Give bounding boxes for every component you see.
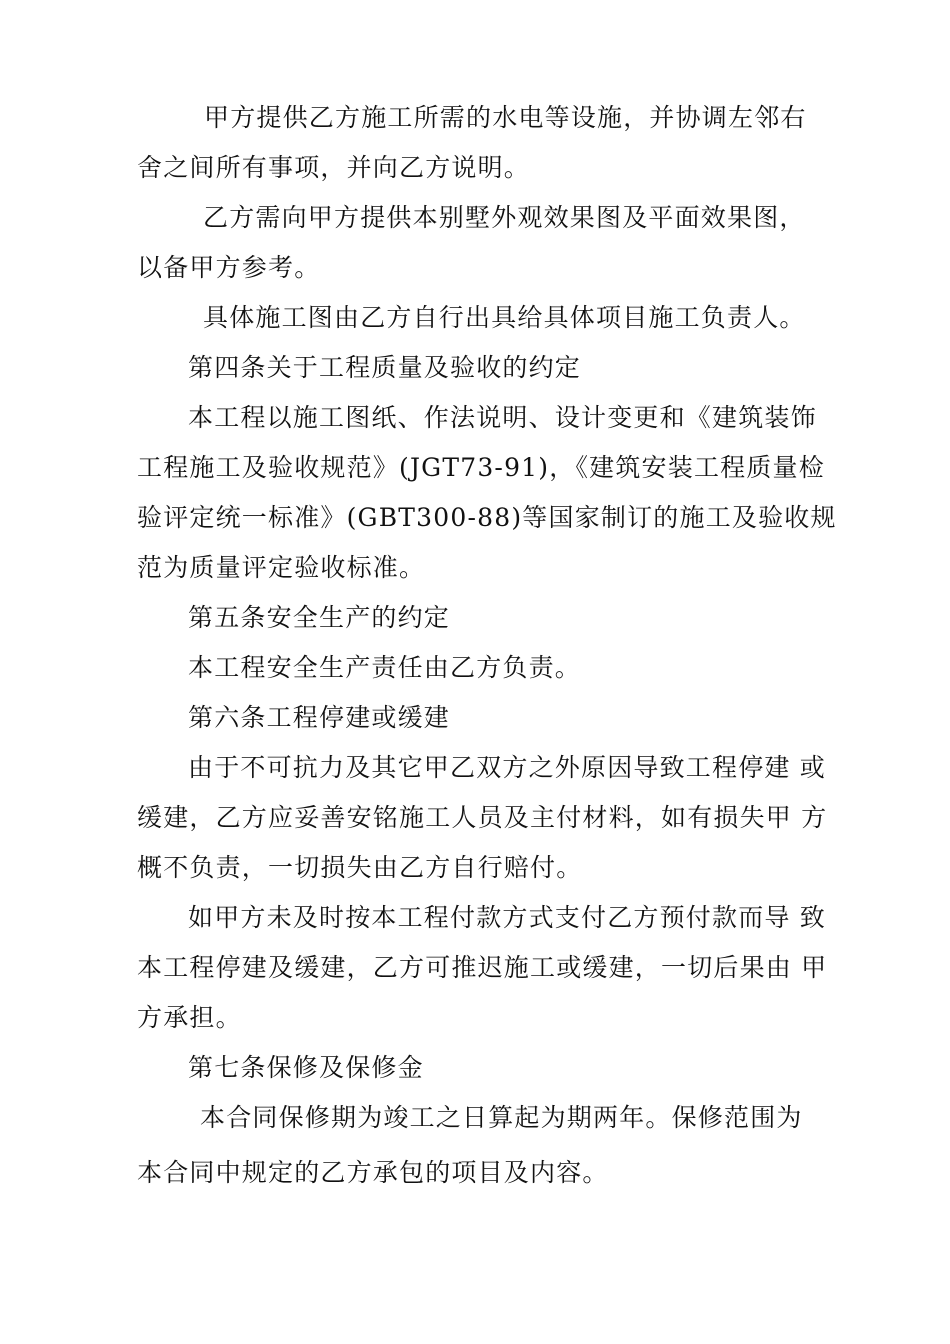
paragraph-line: 本合同保修期为竣工之日算起为期两年。保修范围为 [200, 1103, 803, 1132]
paragraph-line: 概不负责，一切损失由乙方自行赔付。 [137, 853, 583, 882]
paragraph-line: 具体施工图由乙方自行出具给具体项目施工负责人。 [203, 303, 806, 332]
paragraph-line: 甲方提供乙方施工所需的水电等设施，并协调左邻右 [204, 103, 807, 132]
paragraph-line: 缓建，乙方应妥善安铭施工人员及主付材料，如有损失甲 方 [137, 803, 828, 832]
paragraph-line: 本工程停建及缓建，乙方可推迟施工或缓建，一切后果由 甲 [137, 953, 828, 982]
paragraph-line: 验评定统一标准》(GBT300-88)等国家制订的施工及验收规 [137, 503, 837, 532]
paragraph-line: 方承担。 [137, 1003, 242, 1032]
paragraph-line: 如甲方未及时按本工程付款方式支付乙方预付款而导 致 [188, 903, 826, 932]
paragraph-line: 由于不可抗力及其它甲乙双方之外原因导致工程停建 或 [188, 753, 826, 782]
paragraph-line: 本工程安全生产责任由乙方负责。 [188, 653, 582, 682]
paragraph-line: 乙方需向甲方提供本别墅外观效果图及平面效果图， [203, 203, 806, 232]
paragraph-line: 本合同中规定的乙方承包的项目及内容。 [137, 1158, 609, 1187]
section-heading: 第五条安全生产的约定 [188, 603, 451, 632]
section-heading: 第四条关于工程质量及验收的约定 [188, 353, 582, 382]
paragraph-line: 以备甲方参考。 [137, 253, 321, 282]
paragraph-line: 范为质量评定验收标准。 [137, 553, 426, 582]
paragraph-line: 工程施工及验收规范》(JGT73-91)，《建筑安装工程质量检 [137, 453, 825, 482]
section-heading: 第六条工程停建或缓建 [188, 703, 451, 732]
paragraph-line: 本工程以施工图纸、作法说明、设计变更和《建筑装饰 [188, 403, 817, 432]
section-heading: 第七条保修及保修金 [188, 1053, 424, 1082]
paragraph-line: 舍之间所有事项，并向乙方说明。 [137, 153, 531, 182]
